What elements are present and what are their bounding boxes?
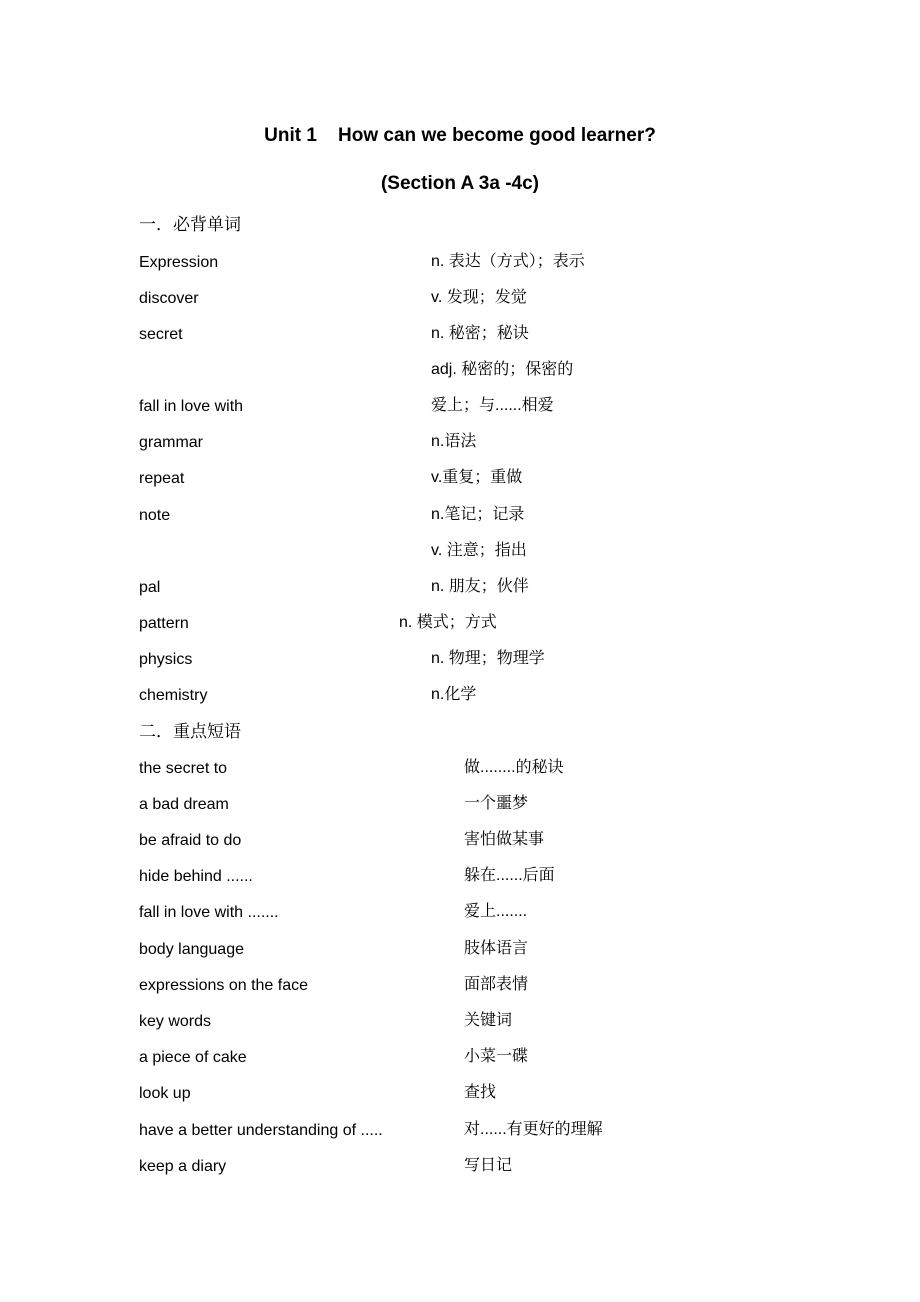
phrase-zh: 躲在......后面 — [464, 867, 555, 884]
phrase-zh: 肢体语言 — [464, 940, 529, 957]
word-zh: v. 注意；指出 — [431, 542, 527, 559]
phrase-zh: 对......有更好的理解 — [464, 1121, 603, 1138]
phrase-en: have a better understanding of ..... — [139, 1122, 383, 1139]
word-en: Expression — [139, 254, 219, 271]
word-zh: 爱上；与......相爱 — [431, 397, 554, 414]
word-en: pattern — [139, 615, 189, 632]
phrase-zh: 爱上....... — [464, 903, 528, 920]
word-zh: n.笔记；记录 — [431, 506, 525, 523]
phrase-zh: 害怕做某事 — [464, 831, 545, 848]
word-zh: n. 物理；物理学 — [431, 650, 545, 667]
word-zh: n. 表达（方式）；表示 — [431, 253, 585, 270]
phrase-en: keep a diary — [139, 1158, 227, 1175]
word-zh: adj. 秘密的；保密的 — [431, 361, 574, 378]
phrase-en: hide behind ...... — [139, 868, 253, 885]
phrase-en: the secret to — [139, 760, 228, 777]
word-zh: n. 模式；方式 — [399, 614, 497, 631]
phrase-zh: 查找 — [464, 1084, 497, 1101]
page-subtitle: (Section A 3a -4c) — [380, 173, 540, 194]
phrase-en: a piece of cake — [139, 1049, 247, 1066]
phrase-zh: 小菜一碟 — [464, 1048, 529, 1065]
word-zh: n. 秘密；秘诀 — [431, 325, 529, 342]
word-en: repeat — [139, 470, 185, 487]
phrase-zh: 写日记 — [464, 1157, 513, 1174]
phrase-en: key words — [139, 1013, 212, 1030]
word-en: fall in love with — [139, 398, 244, 415]
word-zh: n.化学 — [431, 686, 477, 703]
phrase-en: body language — [139, 941, 244, 958]
phrase-en: expressions on the face — [139, 977, 308, 994]
word-zh: v. 发现；发觉 — [431, 289, 527, 306]
phrase-en: look up — [139, 1085, 191, 1102]
phrase-en: be afraid to do — [139, 832, 242, 849]
section-heading: 二．重点短语 — [139, 722, 241, 741]
phrase-zh: 一个噩梦 — [464, 795, 529, 812]
word-zh: n.语法 — [431, 433, 477, 450]
word-en: note — [139, 507, 171, 524]
word-en: discover — [139, 290, 199, 307]
phrase-en: fall in love with ....... — [139, 904, 279, 921]
phrase-zh: 关键词 — [464, 1012, 513, 1029]
phrase-zh: 做........的秘诀 — [464, 759, 564, 776]
page-title: Unit 1 How can we become good learner? — [264, 125, 656, 146]
phrase-en: a bad dream — [139, 796, 229, 813]
word-en: pal — [139, 579, 161, 596]
word-en: chemistry — [139, 687, 208, 704]
word-en: physics — [139, 651, 193, 668]
word-en: secret — [139, 326, 183, 343]
word-zh: v.重复；重做 — [431, 469, 523, 486]
word-en: grammar — [139, 434, 204, 451]
section-heading: 一．必背单词 — [139, 215, 241, 234]
word-zh: n. 朋友；伙伴 — [431, 578, 529, 595]
phrase-zh: 面部表情 — [464, 976, 529, 993]
